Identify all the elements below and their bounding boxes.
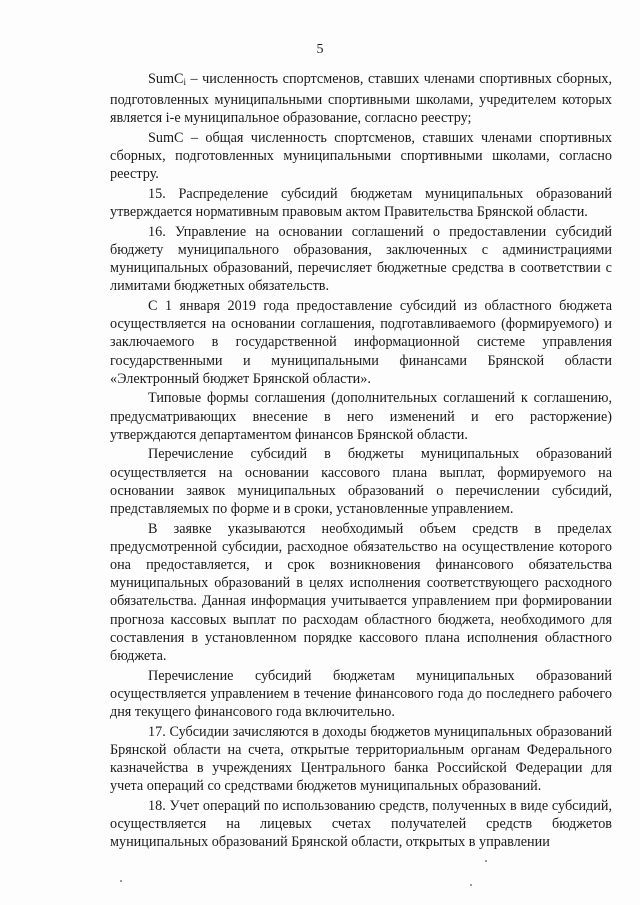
paragraph-16-standard-forms: Типовые формы соглашения (дополнительных соглашений к соглашению, предусматривающих внесение в него изменений и его расторжение) утверждаются департаментом финансов Брянской области. — [110, 390, 612, 443]
body-text — [110, 70, 612, 853]
scan-speck — [470, 884, 472, 886]
sumci-subscript: i — [183, 77, 186, 87]
paragraph-16-application: В заявке указываются необходимый объем средств в пределах предусмотренной субсидии, расходное обязательство на осуществление которого она предоставляется, и срок возникновения финансового обязательства муниципальных образований в целях исполнения соответствующего расходного обязательства. Данная информация учитывается управлением при формировании прогноза кассовых выплат по расходам областного бюджета, необходимого для составления в установленном порядке кассового плана исполнения областного бюджета. — [110, 520, 612, 665]
sumci-definition-text: – численность спортсменов, ставших членами спортивных сборных, подготовленных муниципальными спортивными школами, учредителем которых является i-е муниципальное образование, согласно реестру; — [110, 71, 612, 127]
scan-speck — [485, 860, 487, 862]
paragraph-15: 15. Распределение субсидий бюджетам муниципальных образований утверждается нормативным правовым актом Правительства Брянской области. — [110, 186, 612, 221]
paragraph-16-transfer-period: Перечисление субсидий бюджетам муниципальных образований осуществляется управлением в течение финансового года до последнего рабочего дня текущего финансового года включительно. — [110, 667, 612, 721]
paragraph-sumc-definition: SumC – общая численность спортсменов, ставших членами спортивных сборных, подготовленных муниципальными спортивными школами, согласно реестру. — [110, 130, 612, 183]
sumci-symbol: SumC — [148, 71, 184, 87]
paragraph-sumci-definition — [110, 70, 612, 128]
paragraph-16-transfer-basis: Перечисление субсидий в бюджеты муниципальных образований осуществляется на основании кассового плана выплат, формируемого на основании заявок муниципальных образований о перечислении субсидий, представляемых по форме и в сроки, установленные управлением. — [110, 446, 612, 518]
paragraph-17: 17. Субсидии зачисляются в доходы бюджетов муниципальных образований Брянской области на счета, открытые территориальным органам Федерального казначейства в учреждениях Центрального банка Российской Федерации для учета операций со средствами бюджетов муниципальных образований. — [110, 723, 612, 795]
paragraph-16: 16. Управление на основании соглашений о предоставлении субсидий бюджету муниципального образования, заключенных с администрациями муниципальных образований, перечисляет бюджетные средства в соответствии с лимитами бюджетных обязательств. — [110, 223, 612, 295]
paragraph-16-electronic-budget: С 1 января 2019 года предоставление субсидий из областного бюджета осуществляется на основании соглашения, подготавливаемого (формируемого) и заключаемого в государственной информационной системе управления государственными и муниципальными финансами Брянской области «Электронный бюджет Брянской области». — [110, 298, 612, 387]
scan-speck — [120, 880, 122, 882]
page-number: 5 — [316, 42, 324, 57]
paragraph-18: 18. Учет операций по использованию средств, полученных в виде субсидий, осуществляется на лицевых счетах получателей средств бюджетов муниципальных образований Брянской области, открытых в управлении — [110, 797, 612, 851]
